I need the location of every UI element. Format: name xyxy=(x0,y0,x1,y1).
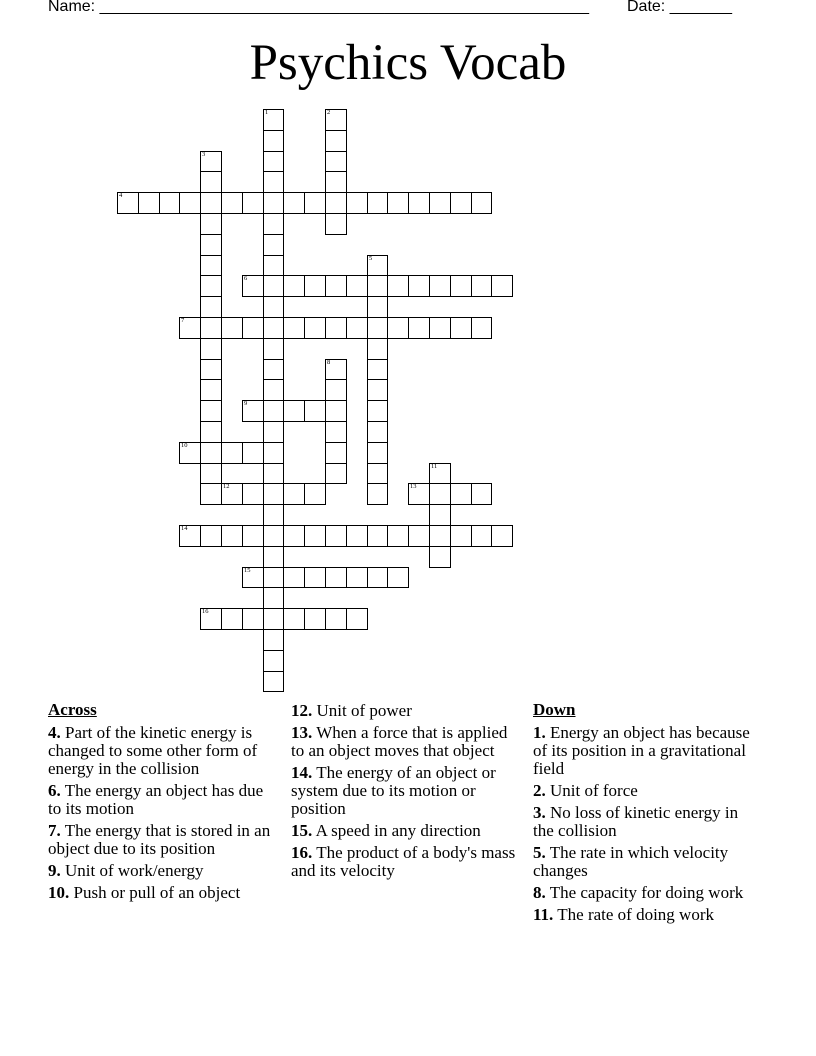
date-field: Date: _______ xyxy=(627,0,732,15)
grid-cell[interactable] xyxy=(283,567,305,588)
grid-cell[interactable] xyxy=(325,130,347,152)
grid-cell[interactable] xyxy=(200,421,222,443)
grid-cell[interactable] xyxy=(367,421,388,443)
clue-across-15: 15. A speed in any direction xyxy=(291,821,481,840)
grid-cell[interactable] xyxy=(242,400,264,422)
grid-cell[interactable] xyxy=(200,234,222,256)
grid-cell[interactable] xyxy=(159,192,180,214)
grid-cell[interactable] xyxy=(242,525,264,547)
grid-cell[interactable] xyxy=(450,317,472,339)
grid-cell[interactable] xyxy=(200,525,222,547)
grid-cell[interactable] xyxy=(200,359,222,380)
grid-cell[interactable] xyxy=(283,317,305,339)
grid-cell[interactable] xyxy=(200,400,222,422)
grid-cell[interactable] xyxy=(263,171,284,193)
grid-cell[interactable] xyxy=(471,275,492,297)
grid-cell[interactable] xyxy=(263,213,284,235)
grid-cell[interactable] xyxy=(263,255,284,276)
grid-cell[interactable] xyxy=(367,296,388,318)
grid-cell[interactable] xyxy=(263,275,284,297)
grid-cell[interactable] xyxy=(283,400,305,422)
grid-cell[interactable] xyxy=(429,463,451,484)
grid-cell[interactable] xyxy=(367,442,388,464)
name-field: Name: _______________________________________________________ xyxy=(48,0,589,15)
grid-cell[interactable] xyxy=(387,317,409,339)
clue-down-3: 3. No loss of kinetic energy in the collision xyxy=(533,803,739,840)
grid-cell[interactable] xyxy=(304,275,326,297)
grid-cell[interactable] xyxy=(408,192,430,214)
down-heading: Down xyxy=(533,700,576,719)
grid-cell[interactable] xyxy=(263,130,284,152)
grid-cell[interactable] xyxy=(263,608,284,630)
grid-cell[interactable] xyxy=(429,192,451,214)
grid-cell[interactable] xyxy=(179,525,201,547)
grid-cell[interactable] xyxy=(221,608,243,630)
grid-cell[interactable] xyxy=(263,109,284,131)
grid-cell[interactable] xyxy=(200,192,222,214)
grid-cell[interactable] xyxy=(429,546,451,568)
grid-cell[interactable] xyxy=(325,192,347,214)
grid-cell[interactable] xyxy=(367,463,388,484)
grid-cell[interactable] xyxy=(263,587,284,609)
clue-number: 2 xyxy=(327,109,331,116)
clue-number: 7 xyxy=(181,317,185,324)
grid-cell[interactable] xyxy=(138,192,160,214)
grid-cell[interactable] xyxy=(325,151,347,172)
grid-cell[interactable] xyxy=(200,296,222,318)
grid-cell[interactable] xyxy=(450,525,472,547)
clue-number: 9 xyxy=(244,400,248,407)
grid-cell[interactable] xyxy=(450,275,472,297)
grid-cell[interactable] xyxy=(200,608,222,630)
grid-cell[interactable] xyxy=(242,567,264,588)
clue-number: 16 xyxy=(202,608,209,615)
grid-cell[interactable] xyxy=(200,442,222,464)
grid-cell[interactable] xyxy=(263,421,284,443)
grid-cell[interactable] xyxy=(325,275,347,297)
grid-cell[interactable] xyxy=(325,567,347,588)
across-heading: Across xyxy=(48,700,97,719)
clue-across-6: 6. The energy an object has due to its motion xyxy=(48,781,264,818)
grid-cell[interactable] xyxy=(263,525,284,547)
grid-cell[interactable] xyxy=(263,151,284,172)
clue-across-16: 16. The product of a body's mass and its velocity xyxy=(291,843,516,880)
grid-cell[interactable] xyxy=(346,567,368,588)
grid-cell[interactable] xyxy=(367,525,388,547)
grid-cell[interactable] xyxy=(325,317,347,339)
grid-cell[interactable] xyxy=(263,483,284,505)
clue-across-14: 14. The energy of an object or system due to its motion or position xyxy=(291,763,496,818)
clue-across-13: 13. When a force that is applied to an object moves that object xyxy=(291,723,508,760)
grid-cell[interactable] xyxy=(450,192,472,214)
clue-number: 3 xyxy=(202,151,206,158)
clue-number: 1 xyxy=(265,109,269,116)
grid-cell[interactable] xyxy=(263,671,284,692)
clue-across-7: 7. The energy that is stored in an object due to its position xyxy=(48,821,271,858)
down-clues-col xyxy=(533,700,763,928)
grid-cell[interactable] xyxy=(263,629,284,651)
grid-cell[interactable] xyxy=(387,567,409,588)
clue-down-11: 11. The rate of doing work xyxy=(533,905,714,924)
grid-cell[interactable] xyxy=(471,525,492,547)
grid-cell[interactable] xyxy=(263,463,284,484)
grid-cell[interactable] xyxy=(283,525,305,547)
grid-cell[interactable] xyxy=(325,608,347,630)
grid-cell[interactable] xyxy=(325,442,347,464)
grid-cell[interactable] xyxy=(283,483,305,505)
grid-cell[interactable] xyxy=(200,483,222,505)
grid-cell[interactable] xyxy=(367,317,388,339)
grid-cell[interactable] xyxy=(367,275,388,297)
grid-cell[interactable] xyxy=(346,317,368,339)
grid-cell[interactable] xyxy=(200,255,222,276)
grid-cell[interactable] xyxy=(200,151,222,172)
grid-cell[interactable] xyxy=(200,275,222,297)
grid-cell[interactable] xyxy=(387,192,409,214)
grid-cell[interactable] xyxy=(263,504,284,526)
grid-cell[interactable] xyxy=(221,483,243,505)
grid-cell[interactable] xyxy=(117,192,139,214)
grid-cell[interactable] xyxy=(367,338,388,360)
grid-cell[interactable] xyxy=(471,483,492,505)
grid-cell[interactable] xyxy=(325,421,347,443)
grid-cell[interactable] xyxy=(242,275,264,297)
grid-cell[interactable] xyxy=(304,567,326,588)
grid-cell[interactable] xyxy=(221,192,243,214)
grid-cell[interactable] xyxy=(283,275,305,297)
grid-cell[interactable] xyxy=(263,567,284,588)
grid-cell[interactable] xyxy=(367,400,388,422)
grid-cell[interactable] xyxy=(367,483,388,505)
clue-number: 14 xyxy=(181,525,188,532)
grid-cell[interactable] xyxy=(367,567,388,588)
grid-cell[interactable] xyxy=(346,275,368,297)
clue-across-9: 9. Unit of work/energy xyxy=(48,861,204,880)
grid-cell[interactable] xyxy=(429,275,451,297)
grid-cell[interactable] xyxy=(242,317,264,339)
grid-cell[interactable] xyxy=(200,213,222,235)
grid-cell[interactable] xyxy=(263,650,284,672)
grid-cell[interactable] xyxy=(408,525,430,547)
grid-cell[interactable] xyxy=(304,317,326,339)
grid-cell[interactable] xyxy=(325,400,347,422)
grid-cell[interactable] xyxy=(429,504,451,526)
grid-cell[interactable] xyxy=(179,192,201,214)
grid-cell[interactable] xyxy=(408,275,430,297)
grid-cell[interactable] xyxy=(242,192,264,214)
grid-cell[interactable] xyxy=(200,463,222,484)
clue-across-10: 10. Push or pull of an object xyxy=(48,883,241,902)
clue-number: 4 xyxy=(119,192,123,199)
clue-number: 11 xyxy=(431,463,438,470)
grid-cell[interactable] xyxy=(221,317,243,339)
clue-down-2: 2. Unit of force xyxy=(533,781,638,800)
grid-cell[interactable] xyxy=(263,400,284,422)
grid-cell[interactable] xyxy=(304,483,326,505)
grid-cell[interactable] xyxy=(450,483,472,505)
page-title: Psychics Vocab xyxy=(249,35,567,91)
grid-cell[interactable] xyxy=(179,317,201,339)
grid-cell[interactable] xyxy=(491,275,513,297)
grid-cell[interactable] xyxy=(200,317,222,339)
clue-number: 12 xyxy=(223,483,230,490)
clue-across-12: 12. Unit of power xyxy=(291,701,412,720)
grid-cell[interactable] xyxy=(346,525,368,547)
clue-number: 10 xyxy=(181,442,188,449)
grid-cell[interactable] xyxy=(200,379,222,401)
grid-cell[interactable] xyxy=(242,483,264,505)
grid-cell[interactable] xyxy=(179,442,201,464)
across-clues-col1 xyxy=(48,700,280,906)
grid-cell[interactable] xyxy=(325,379,347,401)
grid-cell[interactable] xyxy=(263,296,284,318)
grid-cell[interactable] xyxy=(367,359,388,380)
grid-cell[interactable] xyxy=(408,483,430,505)
across-clues-col2 xyxy=(291,702,523,884)
grid-cell[interactable] xyxy=(242,442,264,464)
clue-down-1: 1. Energy an object has because of its position in a gravitational field xyxy=(533,723,750,778)
grid-cell[interactable] xyxy=(263,234,284,256)
clue-down-8: 8. The capacity for doing work xyxy=(533,883,744,902)
grid-cell[interactable] xyxy=(325,463,347,484)
grid-cell[interactable] xyxy=(221,442,243,464)
grid-cell[interactable] xyxy=(325,109,347,131)
grid-cell[interactable] xyxy=(325,359,347,380)
grid-cell[interactable] xyxy=(408,317,430,339)
grid-cell[interactable] xyxy=(387,525,409,547)
grid-cell[interactable] xyxy=(387,275,409,297)
grid-cell[interactable] xyxy=(283,192,305,214)
grid-cell[interactable] xyxy=(263,317,284,339)
grid-cell[interactable] xyxy=(367,379,388,401)
grid-cell[interactable] xyxy=(200,338,222,360)
grid-cell[interactable] xyxy=(263,442,284,464)
grid-cell[interactable] xyxy=(429,317,451,339)
grid-cell[interactable] xyxy=(325,525,347,547)
grid-cell[interactable] xyxy=(263,338,284,360)
grid-cell[interactable] xyxy=(429,483,451,505)
grid-cell[interactable] xyxy=(200,171,222,193)
clue-down-5: 5. The rate in which velocity changes xyxy=(533,843,729,880)
grid-cell[interactable] xyxy=(304,192,326,214)
clue-number: 13 xyxy=(410,483,417,490)
grid-cell[interactable] xyxy=(471,317,492,339)
grid-cell[interactable] xyxy=(242,608,264,630)
grid-cell[interactable] xyxy=(221,525,243,547)
grid-cell[interactable] xyxy=(283,608,305,630)
clue-across-4: 4. Part of the kinetic energy is changed to some other form of energy in the collision xyxy=(48,723,258,778)
grid-cell[interactable] xyxy=(304,608,326,630)
clue-number: 8 xyxy=(327,359,331,366)
grid-cell[interactable] xyxy=(346,608,368,630)
clue-number: 15 xyxy=(244,567,251,574)
clue-number: 5 xyxy=(369,255,373,262)
grid-cell[interactable] xyxy=(263,359,284,380)
grid-cell[interactable] xyxy=(346,192,368,214)
grid-cell[interactable] xyxy=(263,379,284,401)
grid-cell[interactable] xyxy=(367,255,388,276)
grid-cell[interactable] xyxy=(263,192,284,214)
grid-cell[interactable] xyxy=(304,400,326,422)
grid-cell[interactable] xyxy=(325,171,347,193)
grid-cell[interactable] xyxy=(429,525,451,547)
grid-cell[interactable] xyxy=(491,525,513,547)
grid-cell[interactable] xyxy=(304,525,326,547)
grid-cell[interactable] xyxy=(471,192,492,214)
grid-cell[interactable] xyxy=(367,192,388,214)
grid-cell[interactable] xyxy=(325,213,347,235)
clue-number: 6 xyxy=(244,275,248,282)
grid-cell[interactable] xyxy=(263,546,284,568)
